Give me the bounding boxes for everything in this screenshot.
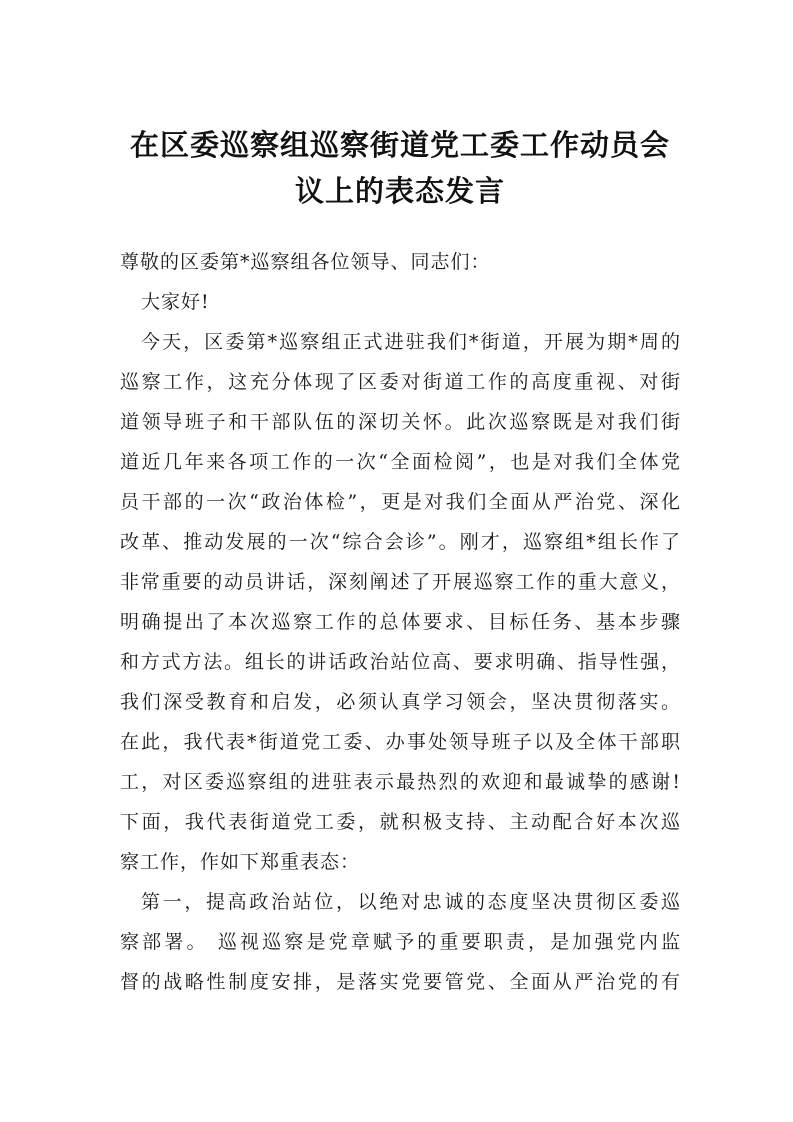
body-line: 工，对区委巡察组的进驻表示最热烈的欢迎和最诚挚的感谢! — [120, 771, 680, 793]
body-line: 在此，我代表*街道党工委、办事处领导班子以及全体干部职 — [120, 731, 680, 753]
document-title-line-2: 议上的表态发言 — [294, 174, 505, 208]
document-title-line-1: 在区委巡察组巡察街道党工委工作动员会 — [129, 128, 670, 162]
body-line: 道领导班子和干部队伍的深切关怀。此次巡察既是对我们街 — [120, 411, 680, 433]
document-body — [120, 250, 680, 1040]
body-line: 和方式方法。组长的讲话政治站位高、要求明确、指导性强， — [120, 651, 680, 673]
body-line: 巡察工作，这充分体现了区委对街道工作的高度重视、对街 — [120, 371, 680, 393]
body-line: 非常重要的动员讲话，深刻阐述了开展巡察工作的重大意义， — [120, 571, 680, 593]
greeting-line: 大家好! — [141, 291, 210, 313]
body-line: 督的战略性制度安排，是落实党要管党、全面从严治党的有 — [120, 971, 680, 993]
body-line: 今天，区委第*巡察组正式进驻我们*街道，开展为期*周的 — [141, 331, 680, 353]
salutation-line: 尊敬的区委第*巡察组各位领导、同志们： — [120, 251, 491, 273]
body-line: 察工作，作如下郑重表态： — [120, 851, 361, 873]
body-line: 改革、推动发展的一次“综合会诊”。刚才，巡察组*组长作了 — [120, 531, 680, 553]
body-line: 员干部的一次“政治体检”，更是对我们全面从严治党、深化 — [120, 491, 680, 513]
body-line: 道近几年来各项工作的一次“全面检阅”，也是对我们全体党 — [120, 451, 680, 473]
body-line: 我们深受教育和启发，必须认真学习领会，坚决贯彻落实。 — [120, 691, 680, 713]
body-line: 第一，提高政治站位，以绝对忠诚的态度坚决贯彻区委巡 — [141, 891, 680, 913]
body-line: 明确提出了本次巡察工作的总体要求、目标任务、基本步骤 — [120, 611, 680, 633]
body-line: 察部署。 巡视巡察是党章赋予的重要职责，是加强党内监 — [120, 931, 680, 953]
body-line: 下面，我代表街道党工委，就积极支持、主动配合好本次巡 — [120, 811, 680, 833]
